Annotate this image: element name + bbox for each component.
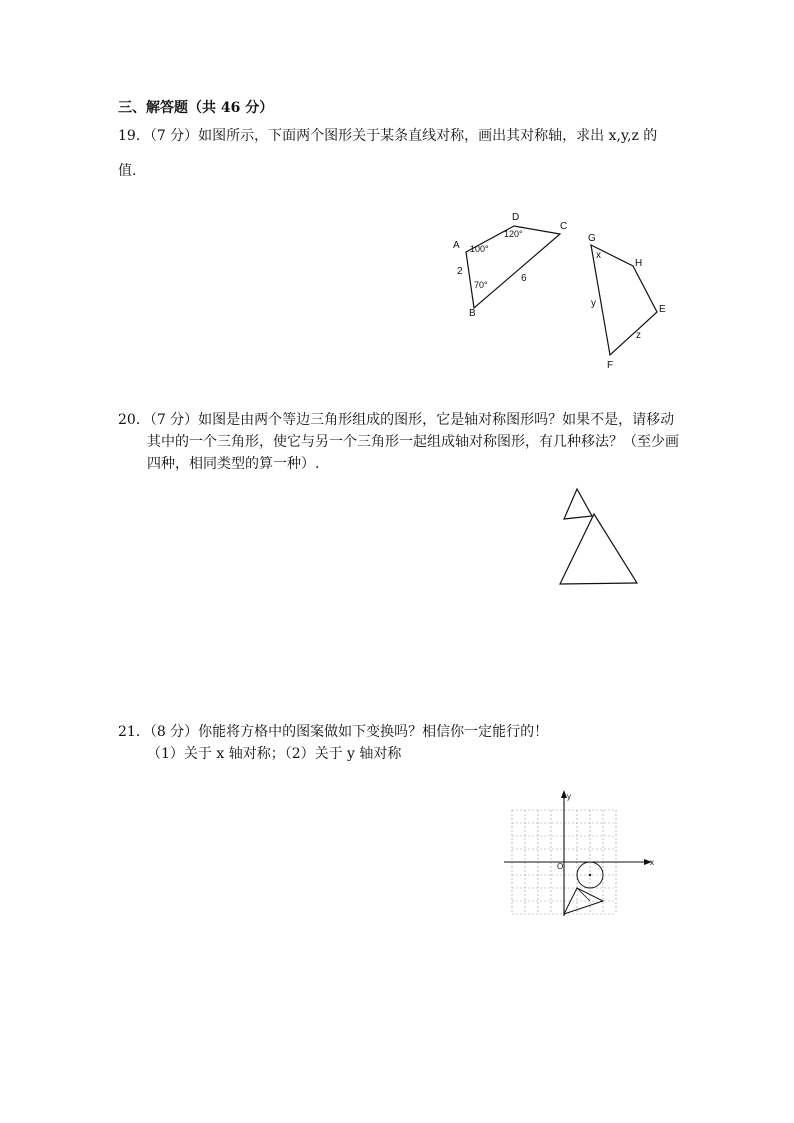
- label-c: C: [560, 221, 568, 232]
- question-20-line-1: 20．（7 分）如图是由两个等边三角形组成的图形，它是轴对称图形吗？如果不是，请移动: [118, 412, 675, 428]
- origin-label: O: [557, 862, 564, 871]
- circle-center: [589, 874, 591, 876]
- var-y: y: [591, 298, 596, 309]
- question-21-grid-figure: [498, 784, 660, 920]
- question-19-line-1: 19．（7 分）如图所示，下面两个图形关于某条直线对称，画出其对称轴，求出 x,y,z 的: [118, 128, 658, 144]
- angle-d: 120°: [504, 229, 523, 239]
- label-a: A: [453, 240, 460, 251]
- axis-x-label: x: [650, 858, 654, 867]
- quadrilateral-ghef: [591, 245, 657, 355]
- label-h: H: [635, 258, 643, 269]
- question-20-line-3: 四种，相同类型的算一种）.: [147, 456, 320, 472]
- label-e: E: [659, 304, 666, 315]
- question-19-figure: [440, 200, 680, 375]
- side-bc: 6: [521, 273, 527, 284]
- var-z: z: [636, 330, 641, 341]
- side-ab: 2: [457, 266, 463, 277]
- question-20-figure: [555, 482, 645, 592]
- large-triangle: [560, 514, 637, 584]
- question-19-line-2: 值.: [118, 163, 137, 179]
- label-d: D: [512, 212, 520, 223]
- var-x: x: [596, 250, 601, 261]
- angle-a: 100°: [470, 244, 489, 254]
- angle-b: 70°: [474, 280, 488, 290]
- label-g: G: [588, 233, 596, 244]
- label-b: B: [469, 308, 476, 319]
- label-f: F: [607, 360, 614, 371]
- small-triangle: [564, 489, 592, 519]
- question-21-line-2: （1）关于 x 轴对称；（2）关于 y 轴对称: [147, 746, 402, 762]
- triangle-inner-line: [577, 888, 590, 901]
- question-20-line-2: 其中的一个三角形，使它与另一个三角形一起组成轴对称图形，有几种移法？（至少画: [147, 434, 679, 450]
- question-21-line-1: 21．（8 分）你能将方格中的图案做如下变换吗？相信你一定能行的！: [118, 724, 549, 740]
- axis-y-label: y: [567, 792, 571, 801]
- section-heading: 三、解答题（共 46 分）: [118, 100, 274, 116]
